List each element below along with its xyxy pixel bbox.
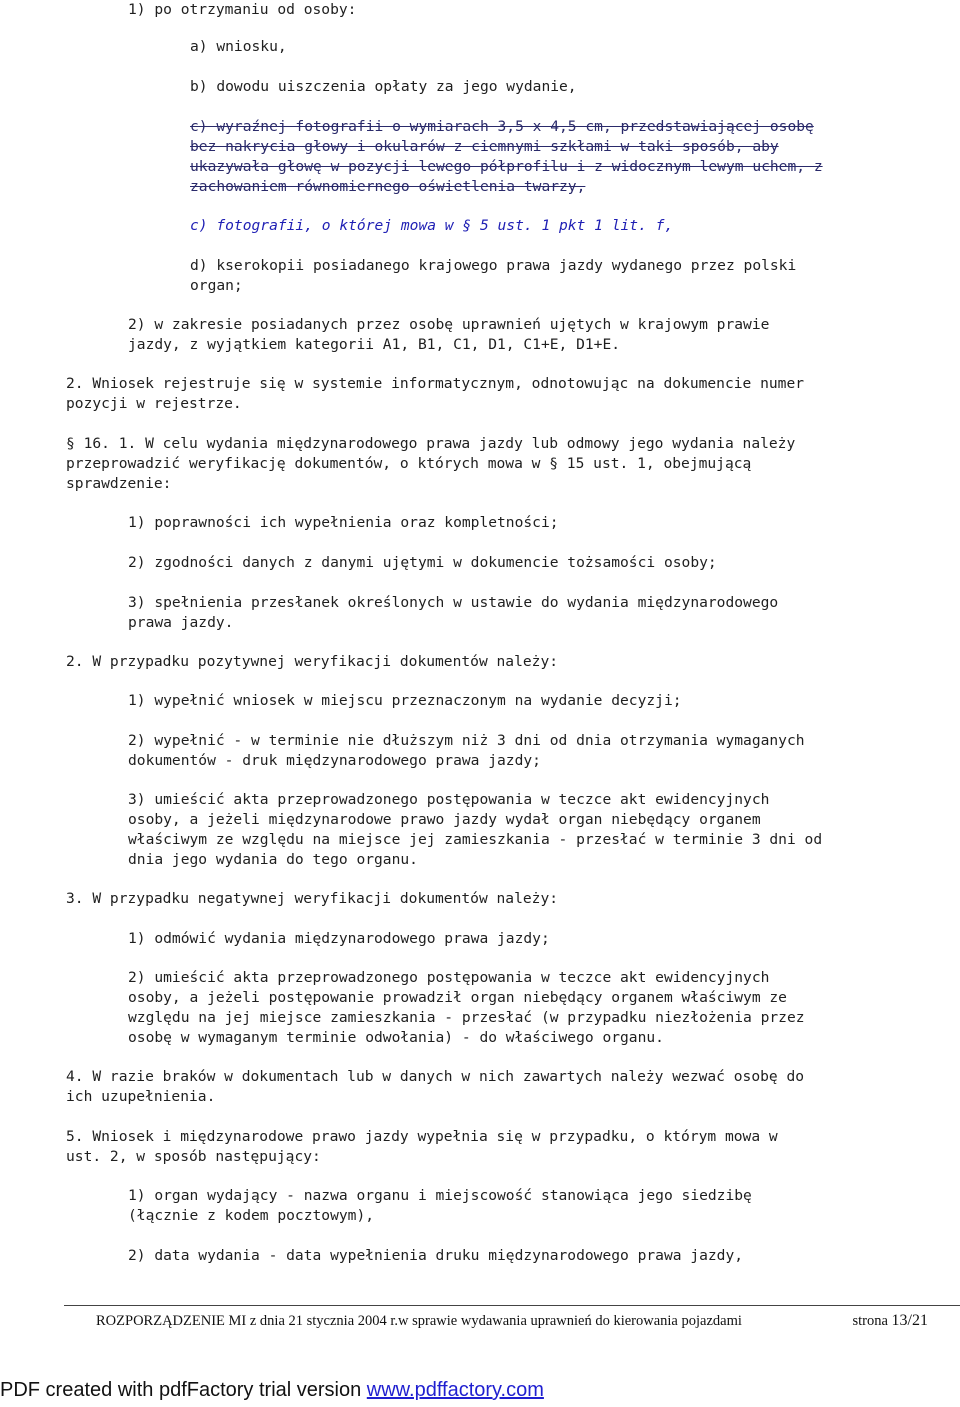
footer-title: ROZPORZĄDZENIE MI z dnia 21 stycznia 2004 r.w sprawie wydawania uprawnień do kierowania pojazdami bbox=[96, 1313, 742, 1329]
text-line: osoby, a jeżeli międzynarodowe prawo jazdy wydał organ niebędący organem bbox=[128, 811, 761, 828]
text-line: d) kserokopii posiadanego krajowego prawa jazdy wydanego przez polski bbox=[190, 257, 797, 274]
text-line: 2) umieścić akta przeprowadzonego postępowania w teczce akt ewidencyjnych bbox=[128, 969, 770, 986]
text-line: c) wyraźnej fotografii o wymiarach 3,5 x 4,5 cm, przedstawiającej osobę bbox=[190, 118, 814, 135]
text-line: 5. Wniosek i międzynarodowe prawo jazdy wypełnia się w przypadku, o którym mowa w bbox=[66, 1128, 778, 1145]
text-line: 4. W razie braków w dokumentach lub w danych w nich zawartych należy wezwać osobę do bbox=[66, 1068, 805, 1085]
text-line: § 16. 1. W celu wydania międzynarodowego prawa jazdy lub odmowy jego wydania należy bbox=[66, 435, 796, 452]
text-line: przeprowadzić weryfikację dokumentów, o których mowa w § 15 ust. 1, obejmującą bbox=[66, 455, 752, 472]
text-line: 1) organ wydający - nazwa organu i miejscowość stanowiąca jego siedzibę bbox=[128, 1187, 752, 1204]
text-line: 3) spełnienia przesłanek określonych w ustawie do wydania międzynarodowego bbox=[128, 594, 779, 611]
text-line: właściwym ze względu na miejsce jej zamieszkania - przesłać w terminie 3 dni od bbox=[128, 831, 823, 848]
text-line: pozycji w rejestrze. bbox=[66, 395, 242, 412]
page-footer bbox=[96, 1312, 928, 1330]
text-line: 2) w zakresie posiadanych przez osobę uprawnień ujętych w krajowym prawie bbox=[128, 316, 770, 333]
text-line: 2. Wniosek rejestruje się w systemie informatycznym, odnotowując na dokumencie numer bbox=[66, 375, 805, 392]
text-line: bez nakrycia głowy i okularów z ciemnymi szkłami w taki sposób, aby bbox=[190, 138, 779, 155]
pdf-credit-text: PDF created with pdfFactory trial version bbox=[0, 1379, 367, 1401]
text-line: organ; bbox=[190, 277, 243, 294]
text-line: 2) zgodności danych z danymi ujętymi w dokumencie tożsamości osoby; bbox=[128, 554, 717, 571]
text-line: jazdy, z wyjątkiem kategorii A1, B1, C1, D1, C1+E, D1+E. bbox=[128, 336, 621, 353]
text-line: ust. 2, w sposób następujący: bbox=[66, 1148, 321, 1165]
text-line: b) dowodu uiszczenia opłaty za jego wydanie, bbox=[190, 78, 577, 95]
text-line: dnia jego wydania do tego organu. bbox=[128, 851, 418, 868]
text-line: osobę w wymaganym terminie odwołania) - do właściwego organu. bbox=[128, 1029, 664, 1046]
text-line: (łącznie z kodem pocztowym), bbox=[128, 1207, 375, 1224]
pdf-credit-link[interactable]: www.pdffactory.com bbox=[366, 1379, 544, 1401]
text-line: 1) odmówić wydania międzynarodowego prawa jazdy; bbox=[128, 930, 550, 947]
text-line: ukazywała głowę w pozycji lewego półprofilu i z widocznym lewym uchem, z bbox=[190, 158, 823, 175]
footer-divider bbox=[64, 1305, 960, 1306]
text-line: 2) wypełnić - w terminie nie dłuższym niż 3 dni od dnia otrzymania wymaganych bbox=[128, 732, 805, 749]
footer-page bbox=[852, 1312, 928, 1330]
text-line: sprawdzenie: bbox=[66, 475, 172, 492]
text-line: a) wniosku, bbox=[190, 38, 287, 55]
text-line: 2. W przypadku pozytywnej weryfikacji dokumentów należy: bbox=[66, 653, 559, 670]
text-line: 1) po otrzymaniu od osoby: bbox=[128, 1, 357, 18]
footer-page-number: 13/21 bbox=[891, 1312, 928, 1329]
text-line: ich uzupełnienia. bbox=[66, 1088, 216, 1105]
footer-page-label: strona bbox=[852, 1313, 888, 1329]
text-line: zachowaniem równomiernego oświetlenia twarzy, bbox=[190, 178, 586, 195]
pdf-credit bbox=[0, 1379, 544, 1402]
text-line: c) fotografii, o której mowa w § 5 ust. 1 pkt 1 lit. f, bbox=[190, 217, 674, 234]
text-line: względu na jej miejsce zamieszkania - przesłać (w przypadku niezłożenia przez bbox=[128, 1009, 805, 1026]
text-line: prawa jazdy. bbox=[128, 614, 234, 631]
text-line: 3) umieścić akta przeprowadzonego postępowania w teczce akt ewidencyjnych bbox=[128, 791, 770, 808]
text-line: 1) wypełnić wniosek w miejscu przeznaczonym na wydanie decyzji; bbox=[128, 692, 682, 709]
text-line: 3. W przypadku negatywnej weryfikacji dokumentów należy: bbox=[66, 890, 559, 907]
text-line: 1) poprawności ich wypełnienia oraz kompletności; bbox=[128, 514, 559, 531]
text-line: dokumentów - druk międzynarodowego prawa jazdy; bbox=[128, 752, 541, 769]
text-line: 2) data wydania - data wypełnienia druku międzynarodowego prawa jazdy, bbox=[128, 1247, 744, 1264]
text-line: osoby, a jeżeli postępowanie prowadził organ niebędący organem właściwym ze bbox=[128, 989, 787, 1006]
